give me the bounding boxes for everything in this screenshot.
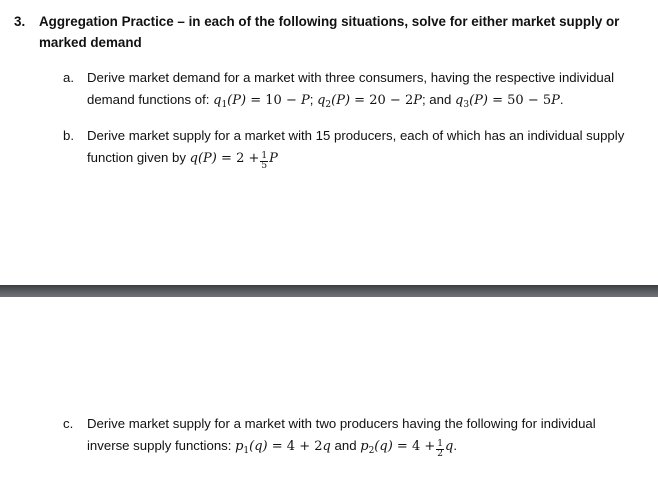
item-a-separator-2: ; and xyxy=(421,92,452,107)
item-a-separator-1: ; xyxy=(309,92,314,107)
item-b-line2-text: function given by xyxy=(87,150,186,165)
question-heading-line1: Aggregation Practice – in each of the following situations, solve for either market supply or xyxy=(39,14,620,29)
item-a-q3-subscript: 3 xyxy=(463,100,470,110)
item-a xyxy=(63,67,648,116)
question-heading xyxy=(14,11,634,53)
item-b-line2 xyxy=(87,147,648,171)
item-c-letter: c. xyxy=(63,416,74,431)
item-a-q1-subscript: 1 xyxy=(221,100,228,110)
item-b-fraction-denominator: 5 xyxy=(261,161,268,171)
item-c-end-period: . xyxy=(453,438,458,453)
item-b-equation: q(P) = 2 + $\frac{1}{5}$ P xyxy=(189,151,278,171)
item-c-equation-p2: $p_2(q) = 4$ + $\frac{1}{2}$ q xyxy=(360,439,454,459)
item-c-p1-subscript: 1 xyxy=(243,446,250,456)
question-heading-line2: marked demand xyxy=(39,35,142,50)
question-number: 3. xyxy=(14,14,26,29)
item-b xyxy=(63,125,648,171)
item-c-equation-p1: $p_1(q) = 4 + 2q$ xyxy=(235,439,331,456)
item-b-line1: Derive market supply for a market with 15 producers, each of which has an individual supply xyxy=(87,128,625,143)
item-b-fraction xyxy=(260,152,268,171)
item-c-fraction xyxy=(436,440,444,459)
item-a-equation-q1: $q_1(P) = 10 - P$ xyxy=(213,93,310,110)
page-divider-bar xyxy=(0,285,658,297)
item-a-line1: Derive market demand for a market with three consumers, having the respective individual xyxy=(87,70,615,85)
item-a-line2-text: demand functions of: xyxy=(87,92,210,107)
item-c-and-word: and xyxy=(334,438,357,453)
item-c-fraction-denominator: 2 xyxy=(437,449,444,459)
item-c-fraction-numerator: 1 xyxy=(437,439,444,449)
item-a-q2-subscript: 2 xyxy=(325,100,332,110)
item-a-end-period: . xyxy=(559,92,564,107)
item-b-fraction-numerator: 1 xyxy=(261,151,268,161)
item-c-line1: Derive market supply for a market with two producers having the following for individual xyxy=(87,416,596,431)
item-a-equation-q3: $q_3(P) = 50 - 5P$ xyxy=(455,93,560,110)
item-a-equation-q2: $q_2(P) = 20 - 2P$ xyxy=(317,93,422,110)
item-c-p2-subscript: 2 xyxy=(368,446,375,456)
item-b-letter: b. xyxy=(63,128,74,143)
item-c-line2-text: inverse supply functions: xyxy=(87,438,232,453)
item-c xyxy=(63,413,648,462)
item-a-letter: a. xyxy=(63,70,74,85)
item-c-line2 xyxy=(87,435,648,462)
item-a-line2 xyxy=(87,89,648,116)
document-page-bottom xyxy=(0,297,658,491)
